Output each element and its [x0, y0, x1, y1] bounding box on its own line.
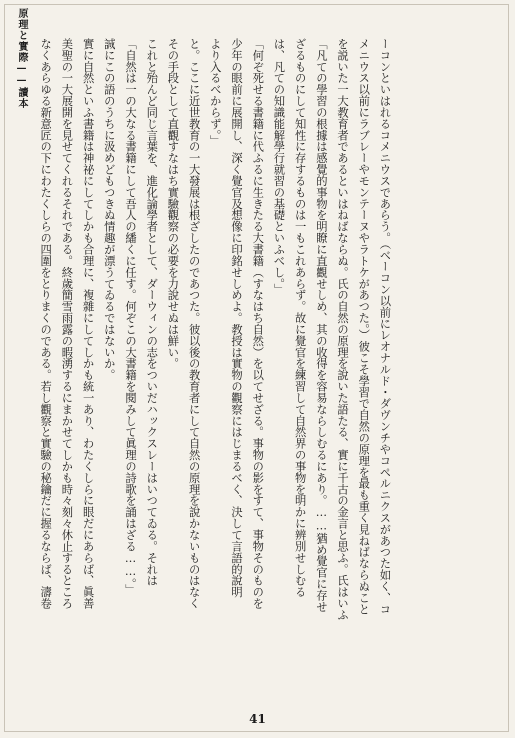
- text-line: これと殆んど同じ言葉を、進化論學者として、ダーウィンの志をついだハックスレーはいつてゐる。それは: [145, 38, 159, 587]
- text-line: 「何ぞ死せる書籍に代ふるに生きたる大書籍（すなはち自然）を以てせざる。事物の影をすて、事物そのものを: [251, 38, 265, 609]
- text-line: なくあらゆる新意匠の下にわたくしらの四圍をとりまくのである。若し觀察と實驗の秘鑰だに握るならば、濤卷: [39, 38, 53, 609]
- text-line: と。ここに近世教育の一大發展は根ざしたのであつた。彼以後の教育者にして自然の原理を說かないものはなく: [187, 38, 201, 609]
- text-line: より入るべからず。」: [208, 38, 222, 147]
- text-line: ざるものにして知性に存するものは一もこれあらず。故に覺官を練習して自然界の事物を明かに辨別せしむる: [293, 38, 307, 598]
- text-line: その手段として直觀すなはち實驗觀察の必要を力說せぬは鮮い。: [166, 38, 180, 370]
- text-line: 誠にこの語のうちに汲めどもつきぬ情趣が漂うてゐるではないか。: [102, 38, 116, 381]
- text-frame: [35, 38, 505, 688]
- text-line: ーコンといはれるコメニウスであらう。（ベーコン以前にレオナルド・ダヴンチやコペルニクスがあつた如く、コ: [378, 38, 392, 615]
- running-head: 原理と實際——讀本: [16, 8, 27, 109]
- text-line: 「凡ての學習の根據は感覺的事物を明瞭に直觀せしめ、其の收得を容易ならしむるにあり。……猶め覺官に存せ: [314, 38, 328, 613]
- text-line: は、凡ての知識能解學行就習の基礎といふべし。」: [272, 38, 286, 296]
- text-line: 美聖の一大展開を見せてくれるそれである。終歲簡雪雨露の暇湧するにまかせてしかも時々刻々休止するところ: [60, 38, 74, 609]
- page-number: 41: [249, 712, 266, 726]
- text-line: を説いた一大教育者であるといはねばならぬ。氏の自然の原理を說いた語たる、實に千古の金言と思ふ。氏はいふ: [336, 38, 350, 621]
- text-line: メニウス以前にラブレーやモンテーヌやラトケがあつた。）彼こそ學習で自然の原理を最も重く見ねばならぬこと: [357, 38, 371, 615]
- text-line: 少年の眼前に展開し、深く覺官及想像に印銘せしめよ。教授は實物の觀察にはじまるべく、決して言語的說明: [230, 38, 244, 598]
- text-line: 實に自然といふ書籍は神祕にしてしかも合理に、複雜にしてしかも統一あり、わたくしらに眼だにあらば、眞善: [81, 38, 95, 609]
- text-line: 「自然は一の大なる書籍にして吾人の繙くに任す。何ぞこの大書籍を閱みして眞理の詩歌を誦はざる……。」: [124, 38, 138, 596]
- body-text: [35, 38, 395, 688]
